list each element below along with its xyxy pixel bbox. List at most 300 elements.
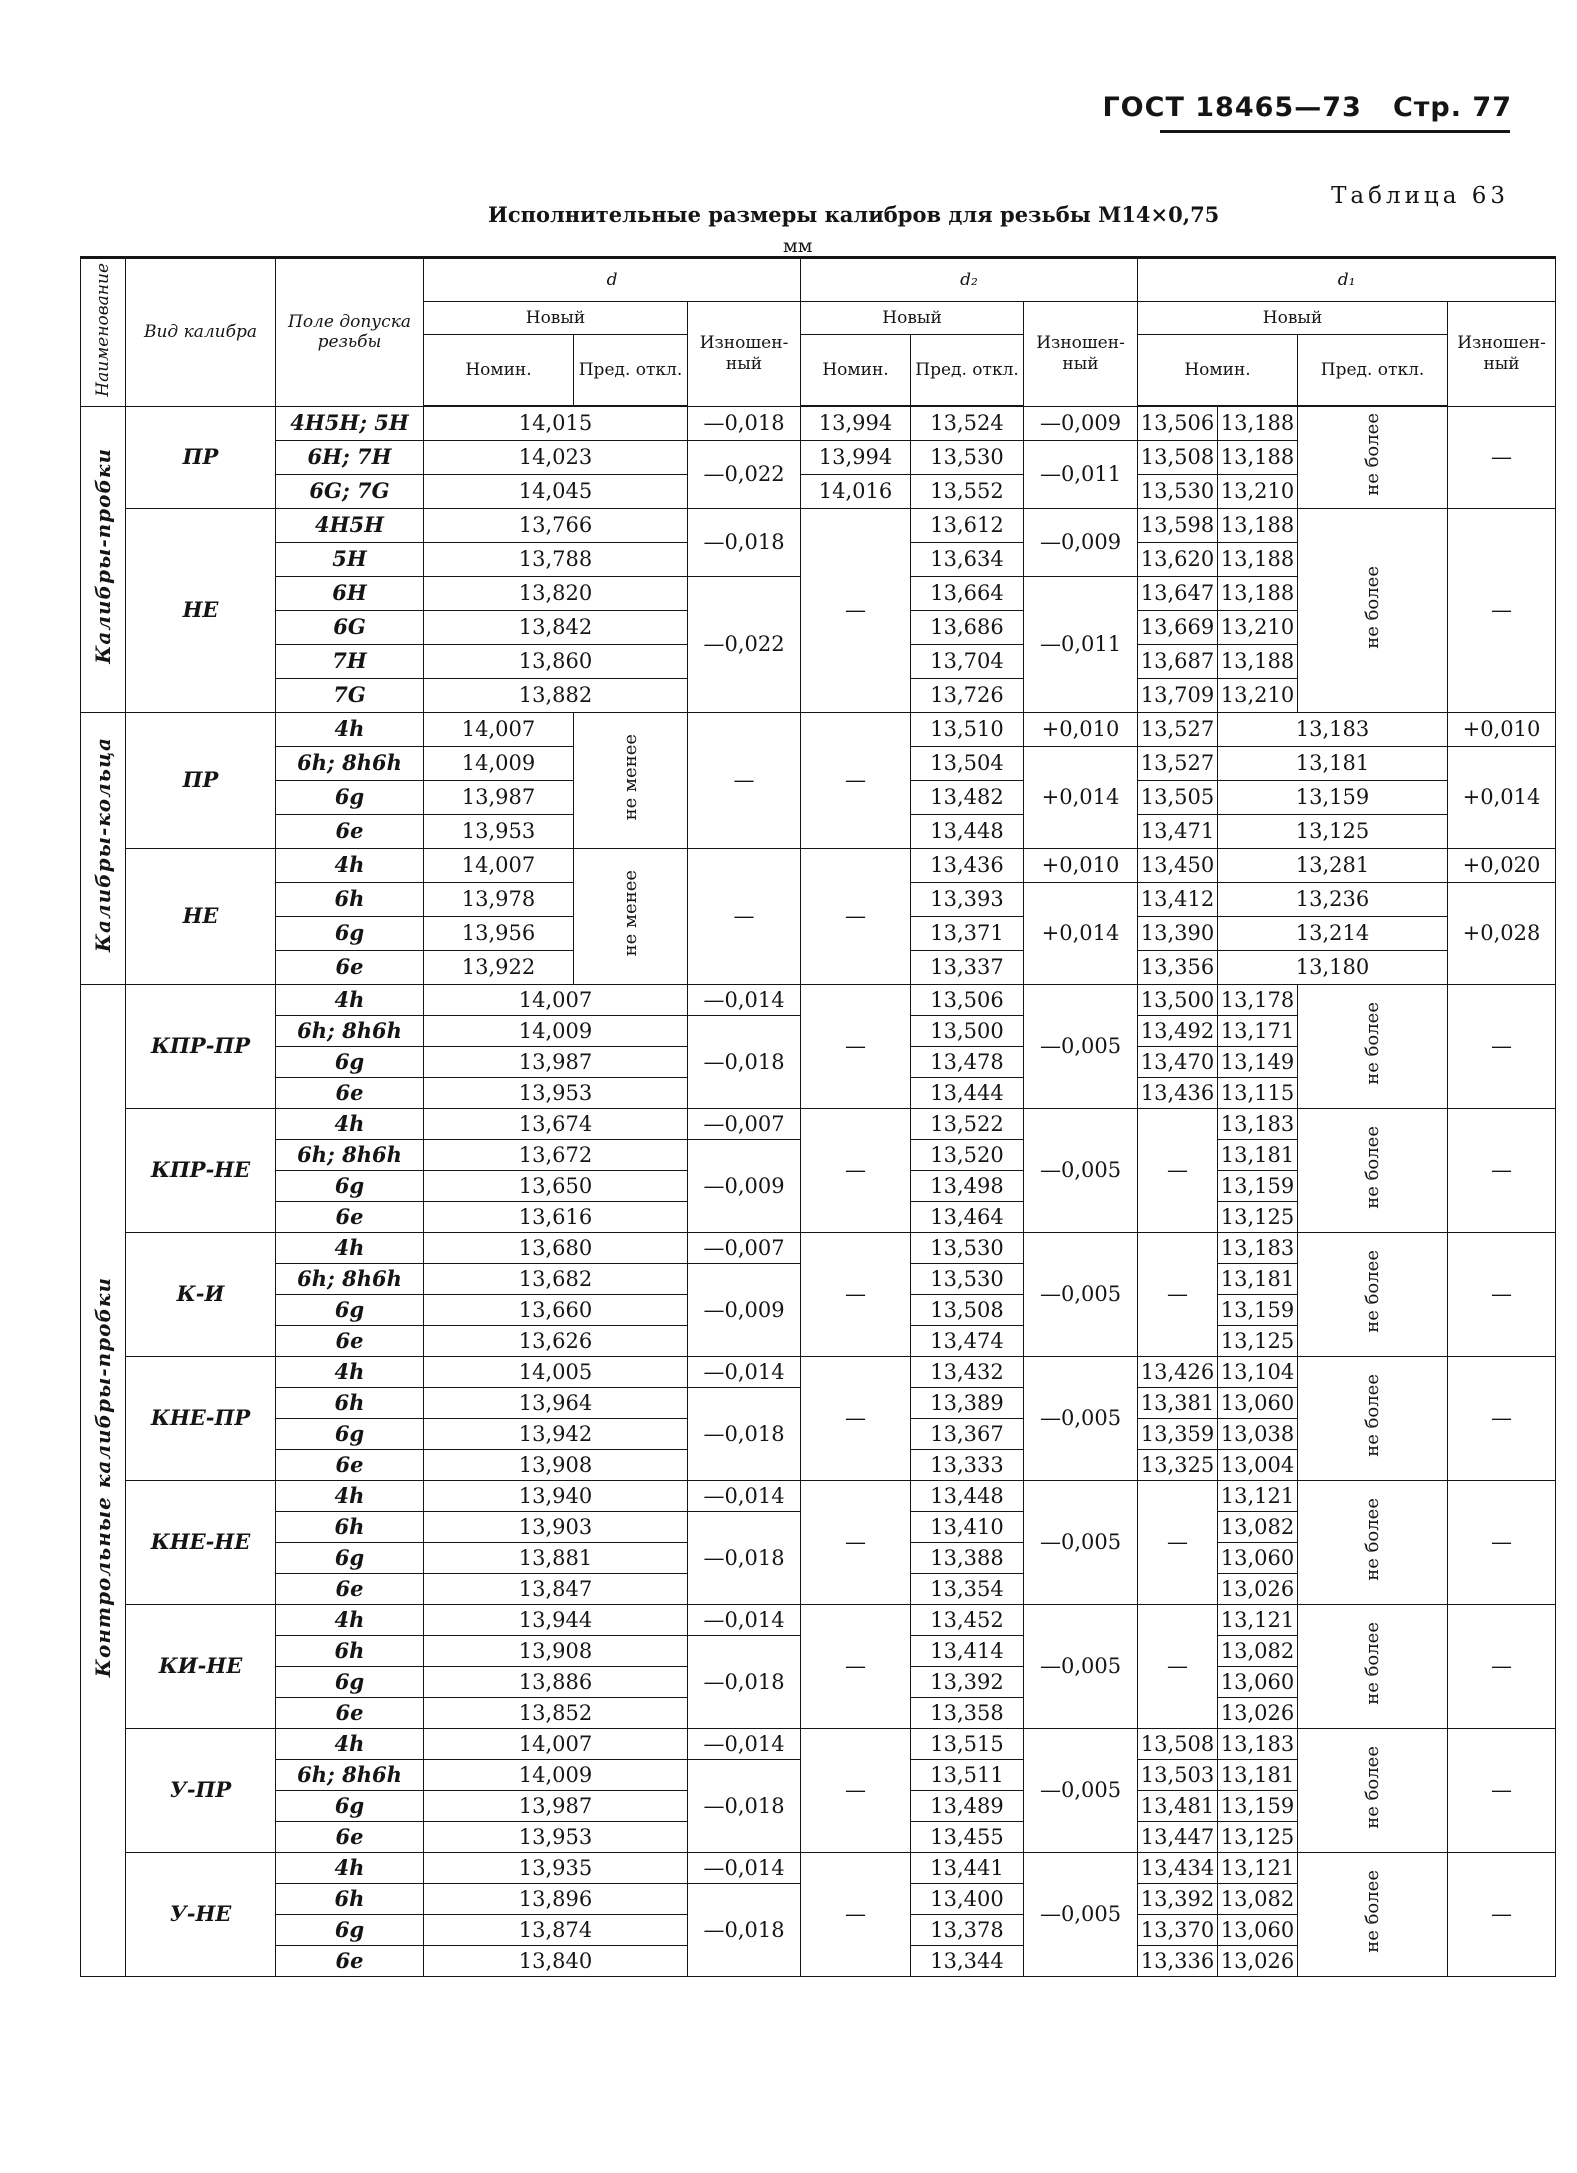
- gauge-dimensions-table: [80, 256, 1556, 1977]
- d2-nominal: 13,455: [911, 1821, 1024, 1852]
- d2-nominal: 13,489: [911, 1790, 1024, 1821]
- tolerance-field: 6h: [276, 882, 424, 916]
- d-worn: —: [801, 1728, 911, 1852]
- d2-worn: 13,450: [1138, 848, 1218, 882]
- d-nominal: 14,005: [424, 1356, 688, 1387]
- d-nominal: 13,842: [424, 610, 688, 644]
- d1-nominal: 13,236: [1218, 882, 1448, 916]
- d2-nominal: 13,498: [911, 1170, 1024, 1201]
- tolerance-field: 4h: [276, 1356, 424, 1387]
- d2-nominal: 13,530: [911, 1232, 1024, 1263]
- col-tol-field: Поле допуска резьбы: [276, 258, 424, 407]
- d2-nominal: 13,504: [911, 746, 1024, 780]
- group-label: [81, 406, 126, 712]
- d2-nominal: 13,432: [911, 1356, 1024, 1387]
- d-deviation: —0,018: [688, 1635, 801, 1728]
- d2-nominal: 13,371: [911, 916, 1024, 950]
- d2-nominal: 13,524: [911, 406, 1024, 440]
- tolerance-field: 6H: [276, 576, 424, 610]
- d2-worn: 13,356: [1138, 950, 1218, 984]
- unit-label: мм: [783, 235, 813, 257]
- d1-deviation: +0,028: [1448, 882, 1556, 984]
- d1-nominal: 13,082: [1218, 1511, 1298, 1542]
- d-deviation: —0,014: [688, 1480, 801, 1511]
- d-deviation: —0,018: [688, 406, 801, 440]
- tolerance-field: 4h: [276, 1728, 424, 1759]
- d2-nominal: 13,686: [911, 610, 1024, 644]
- d1-nominal: 13,115: [1218, 1077, 1298, 1108]
- d2-worn: 13,527: [1138, 746, 1218, 780]
- tolerance-field: 4h: [276, 1108, 424, 1139]
- tolerance-field: 6g: [276, 1170, 424, 1201]
- d2-nominal: 13,400: [911, 1883, 1024, 1914]
- tolerance-field: 6h; 8h6h: [276, 1263, 424, 1294]
- d2-deviation: +0,010: [1024, 712, 1138, 746]
- d-nominal: 13,626: [424, 1325, 688, 1356]
- d2-nominal: 13,464: [911, 1201, 1024, 1232]
- table-body: [81, 406, 1556, 1976]
- col-d1-worn: Изношенный: [1448, 302, 1556, 407]
- d-nominal: 13,987: [424, 780, 574, 814]
- tolerance-field: 6g: [276, 1294, 424, 1325]
- d2-worn: 13,412: [1138, 882, 1218, 916]
- d1-nominal: 13,060: [1218, 1914, 1298, 1945]
- d1-note: [1298, 1728, 1448, 1852]
- tolerance-field: 6e: [276, 1449, 424, 1480]
- d-nominal: 13,908: [424, 1635, 688, 1666]
- d1-deviation: —: [1448, 1480, 1556, 1604]
- d1-nominal: 13,159: [1218, 780, 1448, 814]
- tolerance-field: 6e: [276, 1201, 424, 1232]
- d-worn: —: [801, 1480, 911, 1604]
- group-label: [81, 984, 126, 1976]
- d-worn: 13,994: [801, 406, 911, 440]
- d2-nominal: 13,378: [911, 1914, 1024, 1945]
- d1-nominal: 13,183: [1218, 1728, 1298, 1759]
- d2-nominal: 13,704: [911, 644, 1024, 678]
- col-d1-nomin: Номин.: [1138, 335, 1298, 407]
- d1-nominal: 13,149: [1218, 1046, 1298, 1077]
- d2-deviation: —0,005: [1024, 984, 1138, 1108]
- table-row: [81, 712, 1556, 746]
- d-nominal: 13,903: [424, 1511, 688, 1542]
- d-nominal: 13,935: [424, 1852, 688, 1883]
- d-nominal: 14,045: [424, 474, 688, 508]
- d-nominal: 13,978: [424, 882, 574, 916]
- d2-worn: 13,500: [1138, 984, 1218, 1015]
- d1-nominal: 13,159: [1218, 1170, 1298, 1201]
- d-deviation: —0,022: [688, 440, 801, 508]
- d-nominal: 13,616: [424, 1201, 688, 1232]
- d2-nominal: 13,358: [911, 1697, 1024, 1728]
- d2-worn: —: [1138, 1232, 1218, 1356]
- d2-deviation: —0,005: [1024, 1232, 1138, 1356]
- d2-deviation: —0,005: [1024, 1728, 1138, 1852]
- d2-worn: 13,598: [1138, 508, 1218, 542]
- d-deviation: —0,007: [688, 1108, 801, 1139]
- tolerance-field: 6h; 8h6h: [276, 1139, 424, 1170]
- d1-nominal: 13,178: [1218, 984, 1298, 1015]
- d1-nominal: 13,121: [1218, 1604, 1298, 1635]
- table-row: [81, 406, 1556, 440]
- d1-nominal: 13,181: [1218, 1139, 1298, 1170]
- tolerance-field: 6e: [276, 1945, 424, 1976]
- tolerance-field: 7G: [276, 678, 424, 712]
- tolerance-field: 6e: [276, 1325, 424, 1356]
- gauge-kind: НЕ: [126, 848, 276, 984]
- d2-nominal: 13,388: [911, 1542, 1024, 1573]
- d-note: [574, 712, 688, 848]
- d-nominal: 13,682: [424, 1263, 688, 1294]
- table-row: [81, 1108, 1556, 1139]
- d2-nominal: 13,530: [911, 1263, 1024, 1294]
- tolerance-field: 6g: [276, 1542, 424, 1573]
- tolerance-field: 4h: [276, 712, 424, 746]
- d1-deviation: —: [1448, 406, 1556, 508]
- d-note: [574, 848, 688, 984]
- tolerance-field: 6e: [276, 1573, 424, 1604]
- d1-nominal: 13,121: [1218, 1852, 1298, 1883]
- d-nominal: 13,940: [424, 1480, 688, 1511]
- d1-nominal: 13,159: [1218, 1790, 1298, 1821]
- d-deviation: —0,014: [688, 1728, 801, 1759]
- d1-nominal: 13,125: [1218, 1201, 1298, 1232]
- d2-worn: 13,436: [1138, 1077, 1218, 1108]
- d2-nominal: 13,392: [911, 1666, 1024, 1697]
- gauge-kind: НЕ: [126, 508, 276, 712]
- d2-deviation: —0,005: [1024, 1108, 1138, 1232]
- d2-nominal: 13,500: [911, 1015, 1024, 1046]
- d2-worn: 13,390: [1138, 916, 1218, 950]
- d2-worn: 13,381: [1138, 1387, 1218, 1418]
- tolerance-field: 6h; 8h6h: [276, 1759, 424, 1790]
- tolerance-field: 6h: [276, 1883, 424, 1914]
- d-nominal: 14,009: [424, 1759, 688, 1790]
- d2-nominal: 13,474: [911, 1325, 1024, 1356]
- d-nominal: 13,987: [424, 1046, 688, 1077]
- d1-nominal: 13,181: [1218, 1263, 1298, 1294]
- d1-nominal: 13,125: [1218, 1821, 1298, 1852]
- d1-deviation: —: [1448, 1108, 1556, 1232]
- group-label-text: Контрольные калибры-пробки: [91, 1276, 115, 1678]
- d-nominal: 14,009: [424, 1015, 688, 1046]
- d-worn: —: [801, 1356, 911, 1480]
- d2-deviation: —0,005: [1024, 1852, 1138, 1976]
- d1-note: [1298, 1604, 1448, 1728]
- d-nominal: 14,007: [424, 712, 574, 746]
- d2-nominal: 13,448: [911, 1480, 1024, 1511]
- d1-deviation: —: [1448, 1604, 1556, 1728]
- table-number: Таблица 63: [1331, 183, 1509, 209]
- d-worn: —: [801, 1108, 911, 1232]
- d2-worn: 13,426: [1138, 1356, 1218, 1387]
- d1-note: [1298, 1108, 1448, 1232]
- d1-note-text: не более: [1361, 1001, 1383, 1085]
- d1-nominal: 13,183: [1218, 1232, 1298, 1263]
- tolerance-field: 6e: [276, 1697, 424, 1728]
- d-worn: 13,994: [801, 440, 911, 474]
- tolerance-field: 6g: [276, 1790, 424, 1821]
- gauge-kind: У-НЕ: [126, 1852, 276, 1976]
- d1-nominal: 13,060: [1218, 1666, 1298, 1697]
- tolerance-field: 4h: [276, 1852, 424, 1883]
- col-d2: d₂: [801, 258, 1138, 302]
- d2-nominal: 13,414: [911, 1635, 1024, 1666]
- d1-deviation: —: [1448, 1852, 1556, 1976]
- col-kind: Вид калибра: [126, 258, 276, 407]
- d-deviation: —0,014: [688, 1356, 801, 1387]
- gauge-kind: КПР-ПР: [126, 984, 276, 1108]
- d-nominal: 14,007: [424, 1728, 688, 1759]
- d1-deviation: —: [1448, 508, 1556, 712]
- tolerance-field: 4h: [276, 1232, 424, 1263]
- d-nominal: 13,964: [424, 1387, 688, 1418]
- table-row: [81, 1356, 1556, 1387]
- d-nominal: 13,847: [424, 1573, 688, 1604]
- tolerance-field: 4h: [276, 848, 424, 882]
- tolerance-field: 6h: [276, 1387, 424, 1418]
- d1-nominal: 13,210: [1218, 610, 1298, 644]
- d2-worn: 13,470: [1138, 1046, 1218, 1077]
- d1-deviation: —: [1448, 1356, 1556, 1480]
- col-d1-new: Новый: [1138, 302, 1448, 335]
- tolerance-field: 7H: [276, 644, 424, 678]
- d2-nominal: 13,506: [911, 984, 1024, 1015]
- d2-worn: 13,503: [1138, 1759, 1218, 1790]
- d2-worn: 13,506: [1138, 406, 1218, 440]
- d2-nominal: 13,508: [911, 1294, 1024, 1325]
- table-row: [81, 1480, 1556, 1511]
- d1-deviation: —: [1448, 984, 1556, 1108]
- d2-worn: 13,492: [1138, 1015, 1218, 1046]
- tolerance-field: 6G: [276, 610, 424, 644]
- gauge-kind: ПР: [126, 406, 276, 508]
- d-nominal: 13,860: [424, 644, 688, 678]
- d2-worn: 13,370: [1138, 1914, 1218, 1945]
- d-nominal: 13,766: [424, 508, 688, 542]
- d2-nominal: 13,510: [911, 712, 1024, 746]
- col-d-worn: Изношенный: [688, 302, 801, 407]
- d1-nominal: 13,188: [1218, 508, 1298, 542]
- gauge-kind: КИ-НЕ: [126, 1604, 276, 1728]
- col-d: d: [424, 258, 801, 302]
- d2-deviation: +0,014: [1024, 746, 1138, 848]
- d-worn: —: [801, 712, 911, 848]
- d1-note-text: не более: [1361, 1745, 1383, 1829]
- d1-nominal: 13,181: [1218, 746, 1448, 780]
- d1-nominal: 13,082: [1218, 1883, 1298, 1914]
- d1-nominal: 13,125: [1218, 814, 1448, 848]
- d-nominal: 13,953: [424, 814, 574, 848]
- tolerance-field: 6g: [276, 916, 424, 950]
- d2-nominal: 13,337: [911, 950, 1024, 984]
- page-header: [1102, 92, 1512, 123]
- d-nominal: 13,820: [424, 576, 688, 610]
- table-row: [81, 1232, 1556, 1263]
- d2-deviation: —0,005: [1024, 1480, 1138, 1604]
- d2-nominal: 13,367: [911, 1418, 1024, 1449]
- d1-nominal: 13,214: [1218, 916, 1448, 950]
- d-deviation: —0,018: [688, 1759, 801, 1852]
- d1-nominal: 13,104: [1218, 1356, 1298, 1387]
- d-nominal: 13,852: [424, 1697, 688, 1728]
- table-caption: Исполнительные размеры калибров для резьбы М14×0,75: [488, 202, 1220, 227]
- d2-nominal: 13,726: [911, 678, 1024, 712]
- d2-worn: —: [1138, 1480, 1218, 1604]
- tolerance-field: 6h: [276, 1635, 424, 1666]
- d1-note-text: не более: [1361, 1497, 1383, 1581]
- d-deviation: —0,018: [688, 508, 801, 576]
- d-nominal: 14,007: [424, 984, 688, 1015]
- d1-deviation: +0,010: [1448, 712, 1556, 746]
- tolerance-field: 5H: [276, 542, 424, 576]
- d-nominal: 13,680: [424, 1232, 688, 1263]
- tolerance-field: 6h: [276, 1511, 424, 1542]
- d2-nominal: 13,410: [911, 1511, 1024, 1542]
- tolerance-field: 6g: [276, 1666, 424, 1697]
- d2-deviation: +0,010: [1024, 848, 1138, 882]
- d1-note: [1298, 984, 1448, 1108]
- d2-worn: 13,447: [1138, 1821, 1218, 1852]
- d1-nominal: 13,183: [1218, 1108, 1298, 1139]
- d1-nominal: 13,188: [1218, 440, 1298, 474]
- d1-note: [1298, 1232, 1448, 1356]
- tolerance-field: 6g: [276, 1046, 424, 1077]
- d-deviation: —0,014: [688, 1604, 801, 1635]
- gauge-kind: К-И: [126, 1232, 276, 1356]
- d2-worn: 13,709: [1138, 678, 1218, 712]
- d2-nominal: 13,511: [911, 1759, 1024, 1790]
- d1-nominal: 13,026: [1218, 1573, 1298, 1604]
- col-d2-nomin: Номин.: [801, 335, 911, 407]
- tolerance-field: 6H; 7H: [276, 440, 424, 474]
- d1-nominal: 13,026: [1218, 1945, 1298, 1976]
- d2-nominal: 13,634: [911, 542, 1024, 576]
- d1-note-text: не более: [1361, 412, 1383, 496]
- d-nominal: 14,023: [424, 440, 688, 474]
- tolerance-field: 6g: [276, 780, 424, 814]
- d2-worn: —: [1138, 1108, 1218, 1232]
- tolerance-field: 4H5H: [276, 508, 424, 542]
- d2-deviation: +0,014: [1024, 882, 1138, 984]
- d2-worn: 13,336: [1138, 1945, 1218, 1976]
- d1-note-text: не более: [1361, 1373, 1383, 1457]
- tolerance-field: 6h; 8h6h: [276, 1015, 424, 1046]
- d1-nominal: 13,180: [1218, 950, 1448, 984]
- d1-note: [1298, 508, 1448, 712]
- d2-nominal: 13,444: [911, 1077, 1024, 1108]
- d1-nominal: 13,082: [1218, 1635, 1298, 1666]
- col-d2-dev: Пред. откл.: [911, 335, 1024, 407]
- table-row: [81, 1728, 1556, 1759]
- d1-nominal: 13,188: [1218, 542, 1298, 576]
- d2-nominal: 13,354: [911, 1573, 1024, 1604]
- d2-nominal: 13,436: [911, 848, 1024, 882]
- d-nominal: 14,015: [424, 406, 688, 440]
- d-nominal: 13,788: [424, 542, 688, 576]
- tolerance-field: 6G; 7G: [276, 474, 424, 508]
- d-worn: —: [801, 848, 911, 984]
- d-deviation: —0,018: [688, 1015, 801, 1108]
- d-nominal: 13,874: [424, 1914, 688, 1945]
- d-deviation: —0,018: [688, 1387, 801, 1480]
- d2-nominal: 13,522: [911, 1108, 1024, 1139]
- d-note-text: не менее: [619, 869, 641, 957]
- d-nominal: 13,660: [424, 1294, 688, 1325]
- col-d2-new: Новый: [801, 302, 1024, 335]
- gauge-kind: КНЕ-ПР: [126, 1356, 276, 1480]
- tolerance-field: 6e: [276, 1821, 424, 1852]
- d1-note: [1298, 1480, 1448, 1604]
- d2-nominal: 13,344: [911, 1945, 1024, 1976]
- d-nominal: 13,953: [424, 1821, 688, 1852]
- col-d1: d₁: [1138, 258, 1556, 302]
- tolerance-field: 4H5H; 5H: [276, 406, 424, 440]
- gauge-kind: КНЕ-НЕ: [126, 1480, 276, 1604]
- d1-nominal: 13,159: [1218, 1294, 1298, 1325]
- d2-deviation: —0,005: [1024, 1356, 1138, 1480]
- d2-nominal: 13,448: [911, 814, 1024, 848]
- gauge-kind: КПР-НЕ: [126, 1108, 276, 1232]
- d-worn: —: [801, 508, 911, 712]
- d1-deviation: —: [1448, 1232, 1556, 1356]
- d1-note: [1298, 1356, 1448, 1480]
- d-worn: —: [801, 984, 911, 1108]
- d-nominal: 13,942: [424, 1418, 688, 1449]
- col-d2-worn: Изношенный: [1024, 302, 1138, 407]
- d-nominal: 14,009: [424, 746, 574, 780]
- d2-worn: —: [1138, 1604, 1218, 1728]
- d1-nominal: 13,188: [1218, 576, 1298, 610]
- d1-nominal: 13,125: [1218, 1325, 1298, 1356]
- d1-note-text: не более: [1361, 1621, 1383, 1705]
- d1-note-text: не более: [1361, 1869, 1383, 1953]
- table-row: [81, 984, 1556, 1015]
- d2-nominal: 13,552: [911, 474, 1024, 508]
- d1-note: [1298, 1852, 1448, 1976]
- d1-deviation: +0,020: [1448, 848, 1556, 882]
- d2-worn: 13,620: [1138, 542, 1218, 576]
- d2-worn: 13,471: [1138, 814, 1218, 848]
- d-nominal: 13,674: [424, 1108, 688, 1139]
- d1-nominal: 13,004: [1218, 1449, 1298, 1480]
- d1-note-text: не более: [1361, 1125, 1383, 1209]
- d-note-text: не менее: [619, 733, 641, 821]
- d2-deviation: —0,011: [1024, 440, 1138, 508]
- standard-number: ГОСТ 18465—73: [1102, 92, 1362, 123]
- d2-nominal: 13,520: [911, 1139, 1024, 1170]
- d1-nominal: 13,210: [1218, 474, 1298, 508]
- d-deviation: —0,018: [688, 1511, 801, 1604]
- tolerance-field: 6e: [276, 950, 424, 984]
- d2-worn: 13,669: [1138, 610, 1218, 644]
- d1-nominal: 13,121: [1218, 1480, 1298, 1511]
- d-worn: —: [801, 1232, 911, 1356]
- d-nominal: 13,881: [424, 1542, 688, 1573]
- d2-worn: 13,392: [1138, 1883, 1218, 1914]
- gauge-kind: ПР: [126, 712, 276, 848]
- d2-nominal: 13,612: [911, 508, 1024, 542]
- d-deviation: —0,009: [688, 1139, 801, 1232]
- d2-nominal: 13,441: [911, 1852, 1024, 1883]
- d1-note: [1298, 406, 1448, 508]
- d2-nominal: 13,478: [911, 1046, 1024, 1077]
- d1-nominal: 13,181: [1218, 1759, 1298, 1790]
- d2-nominal: 13,393: [911, 882, 1024, 916]
- tolerance-field: 6e: [276, 814, 424, 848]
- d2-deviation: —0,011: [1024, 576, 1138, 712]
- d2-nominal: 13,515: [911, 1728, 1024, 1759]
